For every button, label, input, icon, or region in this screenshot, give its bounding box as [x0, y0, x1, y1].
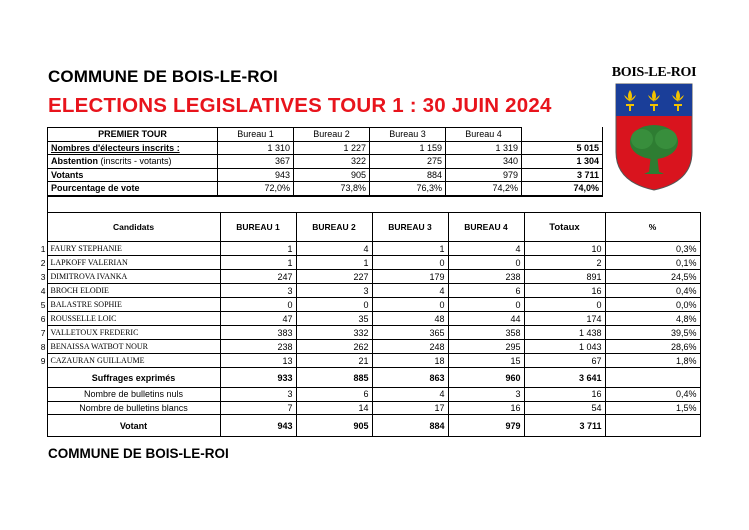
votants-row: [48, 168, 603, 182]
candidate-index: 1: [37, 242, 47, 256]
value-cell: 905: [294, 168, 370, 182]
value-cell: 74,2%: [446, 182, 522, 196]
value-cell: 47: [220, 312, 296, 326]
candidate-index: 2: [37, 256, 47, 270]
empty-cell: [37, 388, 47, 402]
value-cell: 295: [448, 340, 524, 354]
value-cell: 17: [372, 401, 448, 415]
total-cell: 2: [524, 256, 605, 270]
election-title: ELECTIONS LEGISLATIVES TOUR 1 : 30 JUIN 2024: [48, 94, 552, 117]
candidats-header: Candidats: [47, 213, 220, 242]
value-cell: 248: [372, 340, 448, 354]
percent-cell: 0,1%: [605, 256, 700, 270]
value-cell: 884: [370, 168, 446, 182]
value-cell: 6: [296, 388, 372, 402]
candidate-index: 8: [37, 340, 47, 354]
total-cell: 54: [524, 401, 605, 415]
percent-cell: 24,5%: [605, 270, 700, 284]
value-cell: 3: [296, 284, 372, 298]
total-cell: 74,0%: [522, 182, 603, 196]
value-cell: 7: [220, 401, 296, 415]
candidate-row: [37, 340, 700, 354]
candidates-body: [37, 242, 700, 368]
total-cell: 16: [524, 284, 605, 298]
candidate-index: 3: [37, 270, 47, 284]
candidate-row: [37, 298, 700, 312]
percent-header: %: [605, 213, 700, 242]
value-cell: 322: [294, 155, 370, 169]
value-cell: 943: [218, 168, 294, 182]
candidate-row: [37, 312, 700, 326]
bureau2-header: BUREAU 2: [296, 213, 372, 242]
value-cell: 905: [296, 415, 372, 437]
total-cell: 0: [524, 298, 605, 312]
value-cell: 0: [448, 298, 524, 312]
percent-cell: 0,0%: [605, 298, 700, 312]
value-cell: 0: [448, 256, 524, 270]
abstention-row: [48, 155, 603, 169]
percent-cell: 39,5%: [605, 326, 700, 340]
empty-cell: [37, 368, 47, 388]
value-cell: 1: [372, 242, 448, 256]
total-cell: 174: [524, 312, 605, 326]
value-cell: 0: [220, 298, 296, 312]
value-cell: 48: [372, 312, 448, 326]
value-cell: 332: [296, 326, 372, 340]
candidate-row: [37, 354, 700, 368]
summary-header-label: PREMIER TOUR: [48, 128, 218, 142]
total-cell: 1 304: [522, 155, 603, 169]
candidate-row: [37, 270, 700, 284]
value-cell: 884: [372, 415, 448, 437]
value-cell: 179: [372, 270, 448, 284]
percent-cell: 1,5%: [605, 401, 700, 415]
value-cell: 3: [220, 388, 296, 402]
value-cell: 4: [372, 388, 448, 402]
value-cell: 1 227: [294, 141, 370, 155]
votant-label: Votant: [47, 415, 220, 437]
value-cell: 0: [372, 256, 448, 270]
candidate-index: 9: [37, 354, 47, 368]
candidate-name: DIMITROVA IVANKA: [47, 270, 220, 284]
candidate-name: LAPKOFF VALERIAN: [47, 256, 220, 270]
value-cell: 365: [372, 326, 448, 340]
abstention-label-cell: [48, 155, 218, 169]
value-cell: 262: [296, 340, 372, 354]
value-cell: 275: [370, 155, 446, 169]
value-cell: 1: [296, 256, 372, 270]
total-cell: 3 641: [524, 368, 605, 388]
frame-top-line: [47, 196, 602, 197]
total-cell: 5 015: [522, 141, 603, 155]
value-cell: 960: [448, 368, 524, 388]
bureau-header: Bureau 4: [446, 128, 522, 142]
candidate-index: 6: [37, 312, 47, 326]
value-cell: 72,0%: [218, 182, 294, 196]
town-crest-logo: [608, 65, 700, 193]
crest-shield-icon: [614, 82, 694, 192]
bureau-header: Bureau 2: [294, 128, 370, 142]
value-cell: 21: [296, 354, 372, 368]
candidate-index: 4: [37, 284, 47, 298]
value-cell: 4: [372, 284, 448, 298]
logo-text: BOIS-LE-ROI: [611, 65, 697, 80]
empty-cell: [37, 213, 47, 242]
value-cell: 4: [448, 242, 524, 256]
value-cell: 0: [296, 298, 372, 312]
inscrits-label: Nombres d'électeurs inscrits :: [48, 141, 218, 155]
candidate-index: 5: [37, 298, 47, 312]
total-cell: 1 438: [524, 326, 605, 340]
blancs-label: Nombre de bulletins blancs: [47, 401, 220, 415]
candidate-row: [37, 256, 700, 270]
bureau-header: Bureau 1: [218, 128, 294, 142]
nuls-label: Nombre de bulletins nuls: [47, 388, 220, 402]
value-cell: 0: [372, 298, 448, 312]
value-cell: 933: [220, 368, 296, 388]
bureau-header: Bureau 3: [370, 128, 446, 142]
abstention-label: Abstention: [51, 156, 98, 167]
value-cell: 1: [220, 256, 296, 270]
value-cell: 383: [220, 326, 296, 340]
value-cell: 76,3%: [370, 182, 446, 196]
value-cell: 1: [220, 242, 296, 256]
suffrages-row: [37, 368, 700, 388]
abstention-label-suffix: (inscrits - votants): [98, 156, 172, 167]
value-cell: 238: [220, 340, 296, 354]
total-cell: 10: [524, 242, 605, 256]
total-cell: 3 711: [522, 168, 603, 182]
value-cell: 358: [448, 326, 524, 340]
candidate-name: ROUSSELLE LOIC: [47, 312, 220, 326]
value-cell: 4: [296, 242, 372, 256]
percent-cell: 1,8%: [605, 354, 700, 368]
value-cell: 227: [296, 270, 372, 284]
summary-header-row: [48, 128, 603, 142]
value-cell: 247: [220, 270, 296, 284]
value-cell: 979: [448, 415, 524, 437]
value-cell: 3: [448, 388, 524, 402]
totaux-header: Totaux: [524, 213, 605, 242]
candidate-row: [37, 326, 700, 340]
value-cell: 979: [446, 168, 522, 182]
value-cell: 340: [446, 155, 522, 169]
nuls-row: [37, 388, 700, 402]
total-cell: 67: [524, 354, 605, 368]
value-cell: 15: [448, 354, 524, 368]
footer-commune: COMMUNE DE BOIS-LE-ROI: [48, 446, 229, 461]
value-cell: 18: [372, 354, 448, 368]
summary-table: [47, 127, 603, 196]
pourcentage-label: Pourcentage de vote: [48, 182, 218, 196]
pourcentage-row: [48, 182, 603, 196]
value-cell: 238: [448, 270, 524, 284]
bureau1-header: BUREAU 1: [220, 213, 296, 242]
blancs-row: [37, 401, 700, 415]
commune-title: COMMUNE DE BOIS-LE-ROI: [48, 67, 278, 86]
value-cell: 885: [296, 368, 372, 388]
total-cell: 3 711: [524, 415, 605, 437]
percent-cell: 0,4%: [605, 284, 700, 298]
value-cell: 13: [220, 354, 296, 368]
candidate-name: BROCH ELODIE: [47, 284, 220, 298]
value-cell: 1 159: [370, 141, 446, 155]
candidate-name: CAZAURAN GUILLAUME: [47, 354, 220, 368]
bureau4-header: BUREAU 4: [448, 213, 524, 242]
percent-cell: 0,4%: [605, 388, 700, 402]
suffrages-label: Suffrages exprimés: [47, 368, 220, 388]
bureau3-header: BUREAU 3: [372, 213, 448, 242]
candidate-row: [37, 242, 700, 256]
empty-cell: [605, 368, 700, 388]
candidate-row: [37, 284, 700, 298]
value-cell: 35: [296, 312, 372, 326]
empty-cell: [522, 128, 603, 142]
value-cell: 73,8%: [294, 182, 370, 196]
value-cell: 16: [448, 401, 524, 415]
total-cell: 891: [524, 270, 605, 284]
value-cell: 943: [220, 415, 296, 437]
candidate-index: 7: [37, 326, 47, 340]
results-header-row: [37, 213, 700, 242]
value-cell: 863: [372, 368, 448, 388]
percent-cell: 28,6%: [605, 340, 700, 354]
percent-cell: 4,8%: [605, 312, 700, 326]
empty-cell: [37, 415, 47, 437]
total-cell: 16: [524, 388, 605, 402]
value-cell: 14: [296, 401, 372, 415]
value-cell: 367: [218, 155, 294, 169]
votants-label: Votants: [48, 168, 218, 182]
candidate-name: VALLETOUX FREDERIC: [47, 326, 220, 340]
value-cell: 3: [220, 284, 296, 298]
empty-cell: [605, 415, 700, 437]
candidate-name: FAURY STEPHANIE: [47, 242, 220, 256]
candidate-name: BALASTRE SOPHIE: [47, 298, 220, 312]
candidate-name: BENAISSA WATBOT NOUR: [47, 340, 220, 354]
value-cell: 1 310: [218, 141, 294, 155]
results-table: [37, 212, 701, 437]
percent-cell: 0,3%: [605, 242, 700, 256]
value-cell: 44: [448, 312, 524, 326]
value-cell: 1 319: [446, 141, 522, 155]
votant-row: [37, 415, 700, 437]
value-cell: 6: [448, 284, 524, 298]
inscrits-row: [48, 141, 603, 155]
empty-cell: [37, 401, 47, 415]
total-cell: 1 043: [524, 340, 605, 354]
